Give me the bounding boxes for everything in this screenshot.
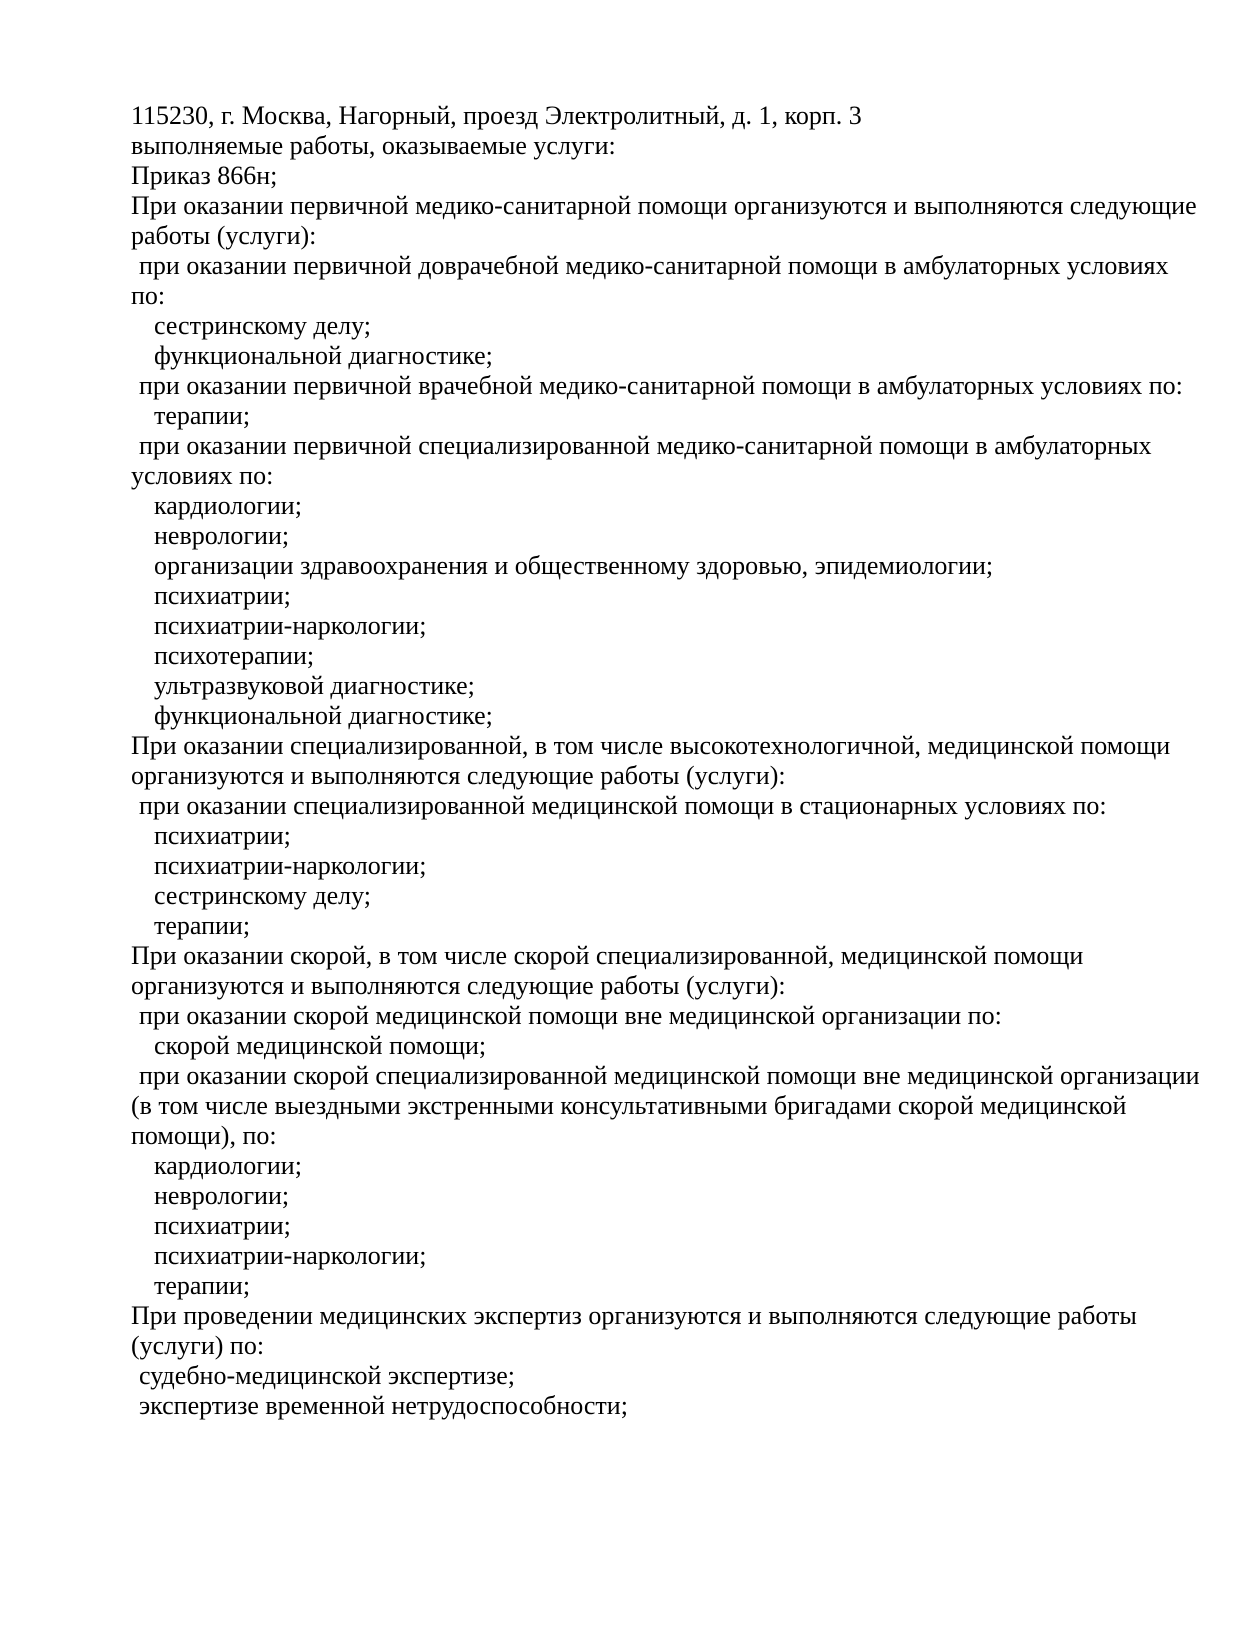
text-line: при оказании скорой специализированной медицинской помощи вне медицинской организации [139, 1061, 1200, 1090]
text-line: по: [131, 281, 166, 310]
text-line: (в том числе выездными экстренными консультативными бригадами скорой медицинской [131, 1091, 1127, 1120]
text-line: кардиологии; [154, 491, 302, 520]
text-line: при оказании первичной специализированной медико-санитарной помощи в амбулаторных [139, 431, 1152, 460]
text-line: Приказ 866н; [131, 161, 278, 190]
text-line: функциональной диагностике; [154, 341, 493, 370]
text-line: скорой медицинской помощи; [154, 1031, 487, 1060]
text-line: неврологии; [154, 521, 290, 550]
text-line: психиатрии-наркологии; [154, 851, 427, 880]
text-line: психиатрии; [154, 581, 291, 610]
text-line: психиатрии; [154, 1211, 291, 1240]
text-line: экспертизе временной нетрудоспособности; [139, 1391, 628, 1420]
text-line: при оказании первичной врачебной медико-санитарной помощи в амбулаторных условиях по: [139, 371, 1183, 400]
text-line: неврологии; [154, 1181, 290, 1210]
text-line: При оказании специализированной, в том числе высокотехнологичной, медицинской помощи [131, 731, 1171, 760]
text-line: при оказании скорой медицинской помощи вне медицинской организации по: [139, 1001, 1002, 1030]
text-line: условиях по: [131, 461, 274, 490]
text-line: организации здравоохранения и общественному здоровью, эпидемиологии; [154, 551, 994, 580]
text-line: сестринскому делу; [154, 311, 372, 340]
text-line: при оказании первичной доврачебной медико-санитарной помощи в амбулаторных условиях [139, 251, 1169, 280]
text-line: выполняемые работы, оказываемые услуги: [131, 131, 616, 160]
text-line: ультразвуковой диагностике; [154, 671, 475, 700]
text-line: (услуги) по: [131, 1331, 265, 1360]
text-line: При оказании скорой, в том числе скорой специализированной, медицинской помощи [131, 941, 1084, 970]
text-line: психиатрии; [154, 821, 291, 850]
text-line: При оказании первичной медико-санитарной помощи организуются и выполняются следующие [131, 191, 1197, 220]
text-line: терапии; [154, 1271, 251, 1300]
text-line: судебно-медицинской экспертизе; [139, 1361, 516, 1390]
text-line: При проведении медицинских экспертиз организуются и выполняются следующие работы [131, 1301, 1137, 1330]
document-body [131, 101, 1200, 1421]
text-line: терапии; [154, 911, 251, 940]
text-line: терапии; [154, 401, 251, 430]
text-line: сестринскому делу; [154, 881, 372, 910]
text-line: психиатрии-наркологии; [154, 1241, 427, 1270]
text-line: организуются и выполняются следующие работы (услуги): [131, 761, 786, 790]
text-line: 115230, г. Москва, Нагорный, проезд Электролитный, д. 1, корп. 3 [131, 101, 862, 130]
text-line: при оказании специализированной медицинской помощи в стационарных условиях по: [139, 791, 1107, 820]
text-line: помощи), по: [131, 1121, 277, 1150]
text-line: работы (услуги): [131, 221, 317, 250]
text-line: функциональной диагностике; [154, 701, 493, 730]
text-line: психотерапии; [154, 641, 315, 670]
text-line: психиатрии-наркологии; [154, 611, 427, 640]
text-line: организуются и выполняются следующие работы (услуги): [131, 971, 786, 1000]
text-line: кардиологии; [154, 1151, 302, 1180]
